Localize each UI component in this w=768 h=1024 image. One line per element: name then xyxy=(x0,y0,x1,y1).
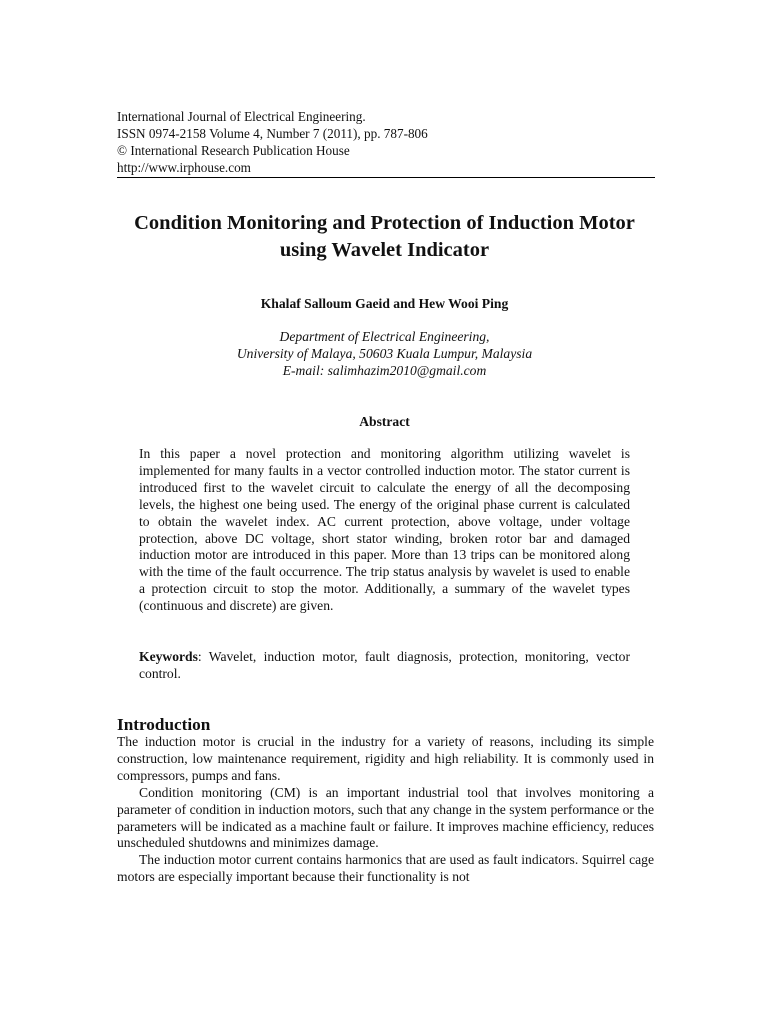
introduction-heading: Introduction xyxy=(117,715,211,734)
header-divider xyxy=(117,177,655,178)
journal-header xyxy=(117,108,655,176)
intro-paragraph: Condition monitoring (CM) is an important industrial tool that involves monitoring a parameter of condition in induction motors, such that any change in the system performance or the parameters will be indicated as a machine fault or failure. It improves machine efficiency, reduces unscheduled shutdowns and minimizes damage. xyxy=(117,784,654,851)
paper-authors: Khalaf Salloum Gaeid and Hew Wooi Ping xyxy=(260,296,509,311)
introduction-body xyxy=(117,734,654,886)
affiliation-university: University of Malaya, 50603 Kuala Lumpur, Malaysia xyxy=(236,346,533,361)
keywords xyxy=(139,648,630,682)
keywords-text: : Wavelet, induction motor, fault diagnosis, protection, monitoring, vector control. xyxy=(139,649,630,681)
affiliation-email: E-mail: salimhazim2010@gmail.com xyxy=(282,363,487,378)
journal-url: http://www.irphouse.com xyxy=(117,160,251,175)
journal-name: International Journal of Electrical Engineering. xyxy=(117,109,366,124)
intro-paragraph: The induction motor current contains harmonics that are used as fault indicators. Squirrel cage motors are especially important because their functionality is not xyxy=(117,852,654,885)
issn-line: ISSN 0974-2158 Volume 4, Number 7 (2011), pp. 787-806 xyxy=(117,126,428,141)
keywords-label: Keywords xyxy=(139,649,198,664)
abstract-heading: Abstract xyxy=(359,414,410,429)
publisher-line: © International Research Publication House xyxy=(117,143,350,158)
abstract-text: In this paper a novel protection and monitoring algorithm utilizing wavelet is implemented for many faults in a vector controlled induction motor. The stator current is introduced first to the wavelet circuit to calculate the energy of all the decomposing levels, the highest one being used. The energy of the original phase current is calculated to obtain the wavelet index. AC current protection, above voltage, under voltage protection, above DC voltage, short stator winding, broken rotor bar and damaged induction motor are introduced in this paper. More than 13 trips can be monitored along with the time of the fault occurrence. The trip status analysis by wavelet is used to enable a protection circuit to stop the motor. Additionally, a summary of the wavelet types (continuous and discrete) are given. xyxy=(139,446,630,614)
author-affiliation xyxy=(117,328,652,379)
affiliation-department: Department of Electrical Engineering, xyxy=(279,329,490,344)
paper-title: Condition Monitoring and Protection of Induction Motor using Wavelet Indicator xyxy=(134,212,635,261)
intro-paragraph: The induction motor is crucial in the industry for a variety of reasons, including its simple construction, low maintenance requirement, rigidity and high reliability. It is commonly used in compressors, pumps and fans. xyxy=(117,734,654,783)
